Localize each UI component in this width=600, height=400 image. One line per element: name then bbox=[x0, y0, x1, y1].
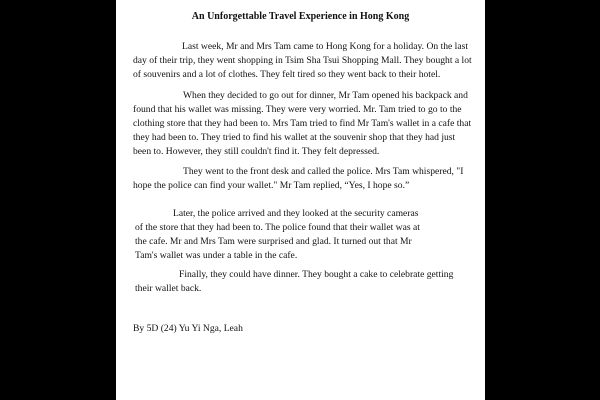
paragraph-line: been to. However, they still couldn't find it. They felt depressed. bbox=[133, 145, 380, 157]
document-title: An Unforgettable Travel Experience in Hong Kong bbox=[191, 11, 410, 22]
paragraph-4 bbox=[135, 207, 420, 263]
paragraph-line: Later, the police arrived and they looked at the security cameras bbox=[173, 208, 419, 219]
paragraph-line: of the store that they had been to. The police found that their wallet was at bbox=[135, 221, 420, 233]
paragraph-2 bbox=[133, 89, 471, 159]
paragraph-line: hope the police can find your wallet." Mr Tam replied, “Yes, I hope so.” bbox=[133, 179, 410, 191]
paragraph-line: They went to the front desk and called the police. Mrs Tam whispered, "I bbox=[183, 166, 464, 177]
paragraph-line: the cafe. Mr and Mrs Tam were surprised and glad. It turned out that Mr bbox=[135, 235, 412, 247]
paragraph-line: found that his wallet was missing. They were very worried. Mr. Tam tried to go to the bbox=[133, 103, 462, 115]
paragraph-line: Finally, they could have dinner. They bought a cake to celebrate getting bbox=[179, 269, 454, 280]
paragraph-line: clothing store that they had been to. Mrs Tam tried to find Mr Tam's wallet in a cafe that bbox=[133, 117, 472, 129]
paragraph-3 bbox=[133, 165, 463, 193]
paragraph-line: they had been to. They tried to find his wallet at the souvenir shop that they had just bbox=[133, 131, 456, 143]
paragraph-line: of souvenirs and a lot of clothes. They felt tired so they went back to their hotel. bbox=[133, 68, 441, 80]
paragraph-line: their wallet back. bbox=[135, 282, 202, 294]
paragraph-line: Tam's wallet was under a table in the cafe. bbox=[135, 249, 298, 261]
paragraph-1 bbox=[133, 40, 472, 82]
document-page bbox=[116, 0, 485, 400]
paragraph-line: day of their trip, they went shopping in Tsim Sha Tsui Shopping Mall. They bought a lot bbox=[133, 54, 472, 66]
paragraph-line: Last week, Mr and Mrs Tam came to Hong Kong for a holiday. On the last bbox=[182, 41, 469, 52]
paragraph-line: When they decided to go out for dinner, Mr Tam opened his backpack and bbox=[183, 90, 468, 101]
author-byline: By 5D (24) Yu Yi Nga, Leah bbox=[133, 323, 243, 334]
paragraph-5 bbox=[135, 268, 453, 296]
